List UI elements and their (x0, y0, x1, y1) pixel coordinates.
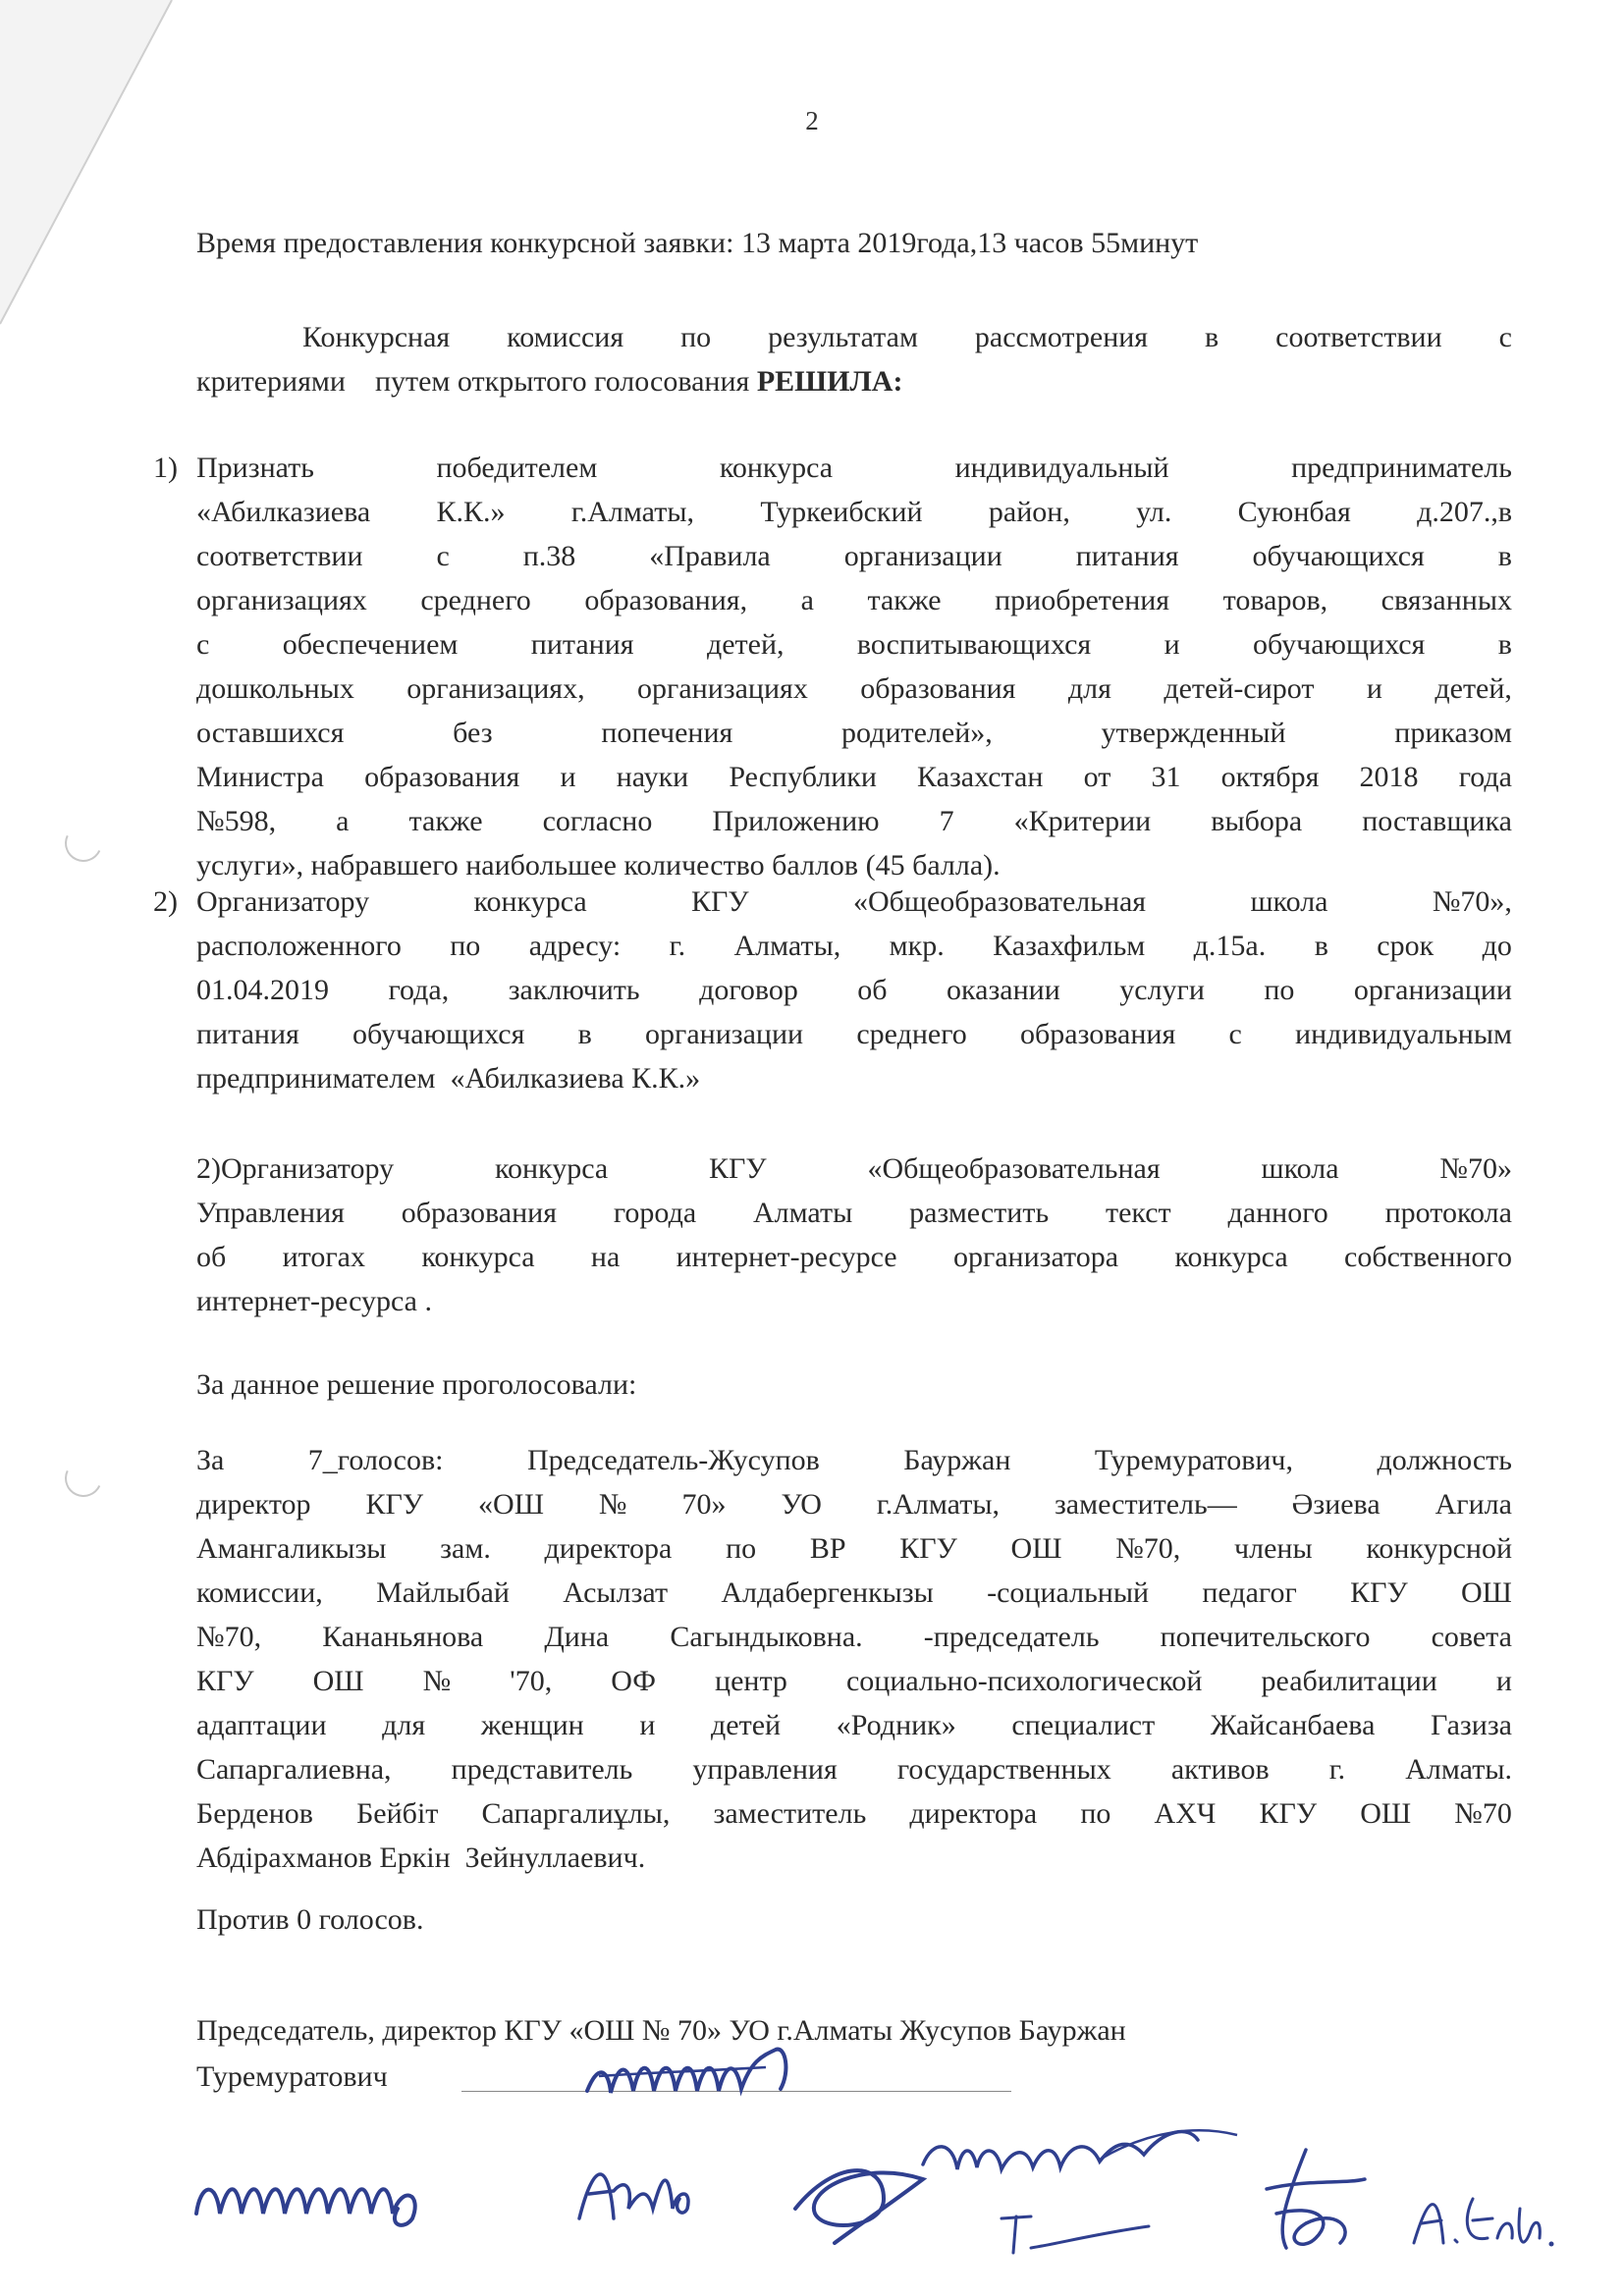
word: ОШ (312, 1665, 364, 1697)
word: Туркеибский (760, 496, 923, 528)
word: детей, (706, 628, 785, 661)
word: «ОШ (478, 1488, 544, 1521)
item-2-number: 2) (153, 885, 178, 918)
word: по (1080, 1797, 1111, 1830)
word: Алматы. (1405, 1753, 1512, 1786)
word: -социальный (987, 1576, 1150, 1609)
word: КГУ (899, 1532, 957, 1565)
punch-hole-1 (60, 820, 108, 868)
word: Казахстан (917, 761, 1044, 793)
votes_for-line-1 (196, 1443, 1512, 1487)
submission-time: Время предоставления конкурсной заявки: 13 марта 2019года,13 часов 55минут (196, 227, 1199, 259)
word: индивидуальным (1295, 1018, 1512, 1050)
word: адресу: (528, 930, 622, 962)
item2-line-1 (196, 884, 1512, 929)
word: комиссии, (196, 1576, 323, 1609)
word: ОШ (1010, 1532, 1062, 1565)
word: К.К.» (436, 496, 506, 528)
word: с (436, 540, 450, 572)
word: «Правила (649, 540, 771, 572)
intro-line-2 (196, 364, 1512, 408)
word: КГУ (1259, 1797, 1318, 1830)
votes-against: Против 0 голосов. (196, 1903, 424, 1936)
word: школа (1250, 885, 1328, 918)
word: также (408, 805, 483, 837)
word: родителей», (841, 717, 993, 749)
word: Алдабергенкызы (721, 1576, 934, 1609)
word: победителем (436, 452, 598, 484)
word: образования (1020, 1018, 1176, 1050)
line-text: Абдірахманов Еркін Зейнуллаевич. (196, 1842, 646, 1874)
word: организации (1353, 974, 1512, 1006)
word: Конкурсная (302, 321, 451, 353)
word: ОФ (611, 1665, 656, 1697)
word: директора (544, 1532, 673, 1565)
word: поставщика (1362, 805, 1512, 837)
word: За (196, 1444, 225, 1476)
word: и (1164, 628, 1180, 661)
word: КГУ (691, 885, 749, 918)
word: реабилитации (1261, 1665, 1437, 1697)
word: №70, (1115, 1532, 1181, 1565)
votes-for-paragraph (196, 1443, 1512, 1885)
word: «Критерии (1013, 805, 1152, 837)
word: совета (1431, 1621, 1512, 1653)
word: индивидуальный (954, 452, 1169, 484)
word: Бауржан (903, 1444, 1011, 1476)
word: ВР (809, 1532, 846, 1565)
line-text: услуги», набравшего наибольшее количество баллов (45 балла). (196, 849, 1001, 881)
word: текст (1105, 1197, 1171, 1229)
word: для (1067, 672, 1111, 705)
word: Министра (196, 761, 324, 793)
word: школа (1261, 1152, 1339, 1185)
word: КГУ (1350, 1576, 1408, 1609)
item1-line-8 (196, 760, 1512, 804)
word: д.207.,в (1417, 496, 1512, 528)
word: ул. (1136, 496, 1172, 528)
word: образования, (584, 584, 748, 616)
word: АХЧ (1154, 1797, 1217, 1830)
intro-paragraph (196, 320, 1512, 408)
word: «Общеобразовательная (867, 1152, 1161, 1185)
word: Алматы, (733, 930, 841, 962)
word: организациях (637, 672, 808, 705)
word: а (800, 584, 814, 616)
word: зам. (440, 1532, 491, 1565)
word: приказом (1394, 717, 1512, 749)
word: обучающихся (1253, 628, 1426, 661)
line-text: предпринимателем «Абилказиева К.К.» (196, 1062, 701, 1095)
word: Бейбіт (356, 1797, 439, 1830)
word: конкурса (473, 885, 587, 918)
word: в (1497, 628, 1512, 661)
item-2-paragraph (196, 884, 1512, 1105)
word: должность (1377, 1444, 1512, 1476)
word: Кананьянова (322, 1621, 484, 1653)
word: и (1495, 1665, 1512, 1697)
word: предприниматель (1291, 452, 1512, 484)
word: товаров, (1222, 584, 1328, 616)
vote-heading: За данное решение проголосовали: (196, 1368, 637, 1401)
word: года, (388, 974, 450, 1006)
word: приобретения (995, 584, 1170, 616)
word: Агила (1435, 1488, 1512, 1521)
word: КГУ (365, 1488, 424, 1521)
votes_for-line-3 (196, 1531, 1512, 1575)
item3-line-1 (196, 1151, 1512, 1196)
word: Асылзат (563, 1576, 669, 1609)
word: дошкольных (196, 672, 354, 705)
item-1-paragraph (196, 451, 1512, 892)
word: октября (1220, 761, 1320, 793)
word: Берденов (196, 1797, 313, 1830)
word: №70, (196, 1621, 262, 1653)
word: детей, (1435, 672, 1512, 705)
word: рассмотрения (974, 321, 1149, 353)
member-signature-6 (1404, 2179, 1561, 2258)
word: услуги (1119, 974, 1205, 1006)
word: с (1498, 321, 1512, 353)
word: в (577, 1018, 592, 1050)
item-3-paragraph (196, 1151, 1512, 1328)
word: район, (988, 496, 1070, 528)
word: заключить (508, 974, 640, 1006)
member-signature-2 (569, 2150, 717, 2238)
word: Жайсанбаева (1210, 1709, 1376, 1741)
word: в (1497, 540, 1512, 572)
word: образования (860, 672, 1016, 705)
word: № (422, 1665, 452, 1697)
word: от (1083, 761, 1111, 793)
word: Әзиева (1291, 1488, 1380, 1521)
word: 01.04.2019 (196, 974, 329, 1006)
intro-line-1 (196, 320, 1512, 364)
page-number: 2 (805, 106, 819, 135)
word: Дина (544, 1621, 610, 1653)
word: директор (196, 1488, 311, 1521)
word: Казахфильм (993, 930, 1146, 962)
item2-line-4 (196, 1017, 1512, 1061)
word: попечительского (1160, 1621, 1371, 1653)
word: а (336, 805, 350, 837)
item-1-number: 1) (153, 452, 178, 484)
word: оставшихся (196, 717, 345, 749)
word: организатора (952, 1241, 1119, 1273)
word: питания (530, 628, 634, 661)
word: договор (699, 974, 798, 1006)
word: выбора (1211, 805, 1303, 837)
votes_for-last-line (196, 1841, 1512, 1885)
decision-heading: РЕШИЛА: (756, 365, 903, 398)
word: центр (715, 1665, 787, 1697)
word: заместитель— (1054, 1488, 1237, 1521)
word: Туремуратович, (1094, 1444, 1294, 1476)
votes_for-line-5 (196, 1620, 1512, 1664)
word: расположенного (196, 930, 402, 962)
word: утвержденный (1101, 717, 1286, 749)
item1-line-9 (196, 804, 1512, 848)
word: №70 (1454, 1797, 1512, 1830)
word: члены (1234, 1532, 1313, 1565)
word: Майлыбай (376, 1576, 510, 1609)
member-signature-5 (1247, 2140, 1384, 2258)
word: попечения (601, 717, 733, 749)
word: обучающихся (352, 1018, 525, 1050)
punch-hole-2 (60, 1455, 108, 1503)
word: об (857, 974, 888, 1006)
word: питания (196, 1018, 299, 1050)
word: КГУ (709, 1152, 767, 1185)
word: конкурсной (1366, 1532, 1512, 1565)
word: Газиза (1431, 1709, 1512, 1741)
word: с (1228, 1018, 1242, 1050)
votes_for-line-2 (196, 1487, 1512, 1531)
word: управления (692, 1753, 838, 1786)
word: педагог (1202, 1576, 1297, 1609)
word: адаптации (196, 1709, 327, 1741)
votes_for-line-4 (196, 1575, 1512, 1620)
word: среднего (856, 1018, 967, 1050)
votes_for-line-7 (196, 1708, 1512, 1752)
word: '70, (510, 1665, 553, 1697)
item1-line-5 (196, 627, 1512, 671)
word: об (196, 1241, 227, 1273)
word: 70» (681, 1488, 727, 1521)
word: и (560, 761, 576, 793)
chairman-line: Председатель, директор КГУ «ОШ № 70» УО г.Алматы Жусупов Бауржан (196, 2014, 1126, 2047)
item1-line-3 (196, 539, 1512, 583)
word: Признать (196, 452, 314, 484)
word: организации (645, 1018, 804, 1050)
word: Организатору (196, 885, 370, 918)
word: Сапаргалиұлы, (481, 1797, 671, 1830)
word: мкр. (889, 930, 945, 962)
word: протокола (1384, 1197, 1512, 1229)
word: питания (1075, 540, 1179, 572)
word: результатам (768, 321, 918, 353)
item2-line-3 (196, 973, 1512, 1017)
item3-line-2 (196, 1196, 1512, 1240)
line-text: интернет-ресурса . (196, 1285, 432, 1317)
word: срок (1377, 930, 1435, 962)
word: «Родник» (836, 1709, 956, 1741)
word: организациях, (406, 672, 585, 705)
word: оказании (947, 974, 1060, 1006)
word: детей (711, 1709, 782, 1741)
votes_for-line-9 (196, 1796, 1512, 1841)
word: соответствии (1275, 321, 1442, 353)
word: № (598, 1488, 627, 1521)
votes_for-line-6 (196, 1664, 1512, 1708)
word: представитель (451, 1753, 633, 1786)
word: директора (909, 1797, 1038, 1830)
word: организации (843, 540, 1002, 572)
word: образования (364, 761, 520, 793)
word: 7 (939, 805, 954, 837)
word: г. (1328, 1753, 1346, 1786)
item3-last-line (196, 1284, 1512, 1328)
word: в (1205, 321, 1219, 353)
item3-line-3 (196, 1240, 1512, 1284)
item1-line-4 (196, 583, 1512, 627)
word: г.Алматы, (570, 496, 694, 528)
chairman-signature (579, 2042, 893, 2110)
item1-line-2 (196, 495, 1512, 539)
word: Сагындыковна. (670, 1621, 863, 1653)
word: 7_голосов: (307, 1444, 444, 1476)
word: по (726, 1532, 757, 1565)
word: г. (669, 930, 686, 962)
word: Сапаргалиевна, (196, 1753, 392, 1786)
word: города (613, 1197, 697, 1229)
word: «Общеобразовательная (852, 885, 1147, 918)
word: женщин (480, 1709, 584, 1741)
word: по (450, 930, 481, 962)
word: детей-сирот (1164, 672, 1315, 705)
intro-text: критериями путем открытого голосования (196, 365, 757, 398)
word: также (867, 584, 942, 616)
word: соответствии (196, 540, 363, 572)
item2-last-line (196, 1061, 1512, 1105)
word: -председатель (923, 1621, 1100, 1653)
word: по (1264, 974, 1295, 1006)
member-signature-1 (187, 2160, 520, 2238)
word: организациях (196, 584, 367, 616)
word: связанных (1380, 584, 1512, 616)
word: года (1458, 761, 1512, 793)
word: Председатель-Жусупов (526, 1444, 820, 1476)
word: №70», (1432, 885, 1512, 918)
word: Суюнбая (1237, 496, 1351, 528)
word: по (680, 321, 712, 353)
word: обеспечением (282, 628, 459, 661)
word: интернет-ресурсе (676, 1241, 897, 1273)
word: итогах (282, 1241, 365, 1273)
word: на (590, 1241, 621, 1273)
word: с (196, 628, 210, 661)
word: конкурса (421, 1241, 535, 1273)
item1-line-7 (196, 716, 1512, 760)
word: социально-психологической (845, 1665, 1203, 1697)
item1-line-1 (196, 451, 1512, 495)
item1-line-6 (196, 671, 1512, 716)
word: КГУ (196, 1665, 254, 1697)
word: для (382, 1709, 426, 1741)
word: Алматы (753, 1197, 853, 1229)
word: г.Алматы, (876, 1488, 1000, 1521)
word: №70» (1439, 1152, 1512, 1185)
member-signature-4 (992, 2199, 1168, 2268)
word: собственного (1344, 1241, 1512, 1273)
word: 2018 (1359, 761, 1419, 793)
word: комиссия (507, 321, 624, 353)
word: согласно (542, 805, 653, 837)
word: обучающихся (1252, 540, 1425, 572)
word: «Абилказиева (196, 496, 371, 528)
word: ОШ (1360, 1797, 1412, 1830)
word: данного (1227, 1197, 1328, 1229)
word: заместитель (713, 1797, 867, 1830)
votes_for-line-8 (196, 1752, 1512, 1796)
word: 31 (1151, 761, 1181, 793)
word: воспитывающихся (856, 628, 1092, 661)
word: науки (616, 761, 689, 793)
word: без (453, 717, 493, 749)
word: ОШ (1461, 1576, 1512, 1609)
word: Республики (729, 761, 877, 793)
word: Амангаликызы (196, 1532, 387, 1565)
word: государственных (896, 1753, 1111, 1786)
word: Приложению (712, 805, 880, 837)
word: 2)Организатору (196, 1152, 395, 1185)
word: среднего (420, 584, 531, 616)
word: активов (1170, 1753, 1270, 1786)
word: конкурса (1174, 1241, 1288, 1273)
word: разместить (909, 1197, 1050, 1229)
word: в (1314, 930, 1328, 962)
word: №598, (196, 805, 277, 837)
chairman-name-cont: Туремуратович (196, 2060, 388, 2093)
word: и (1366, 672, 1382, 705)
item2-line-2 (196, 929, 1512, 973)
word: конкурса (719, 452, 834, 484)
word: Управления (196, 1197, 345, 1229)
word: д.15а. (1193, 930, 1267, 962)
word: УО (781, 1488, 822, 1521)
word: конкурса (494, 1152, 609, 1185)
word: до (1482, 930, 1512, 962)
word: п.38 (522, 540, 576, 572)
word: образования (401, 1197, 558, 1229)
word: специалист (1011, 1709, 1156, 1741)
word: и (639, 1709, 656, 1741)
